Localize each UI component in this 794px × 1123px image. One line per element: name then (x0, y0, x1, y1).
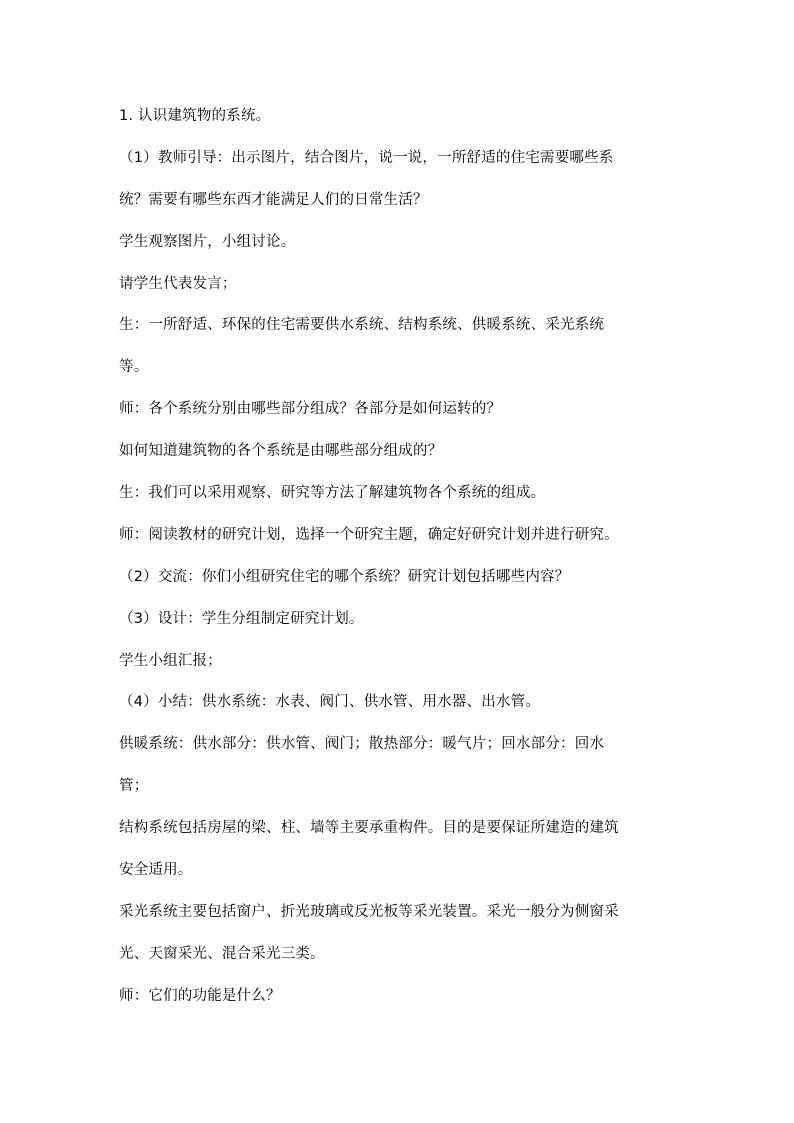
paragraph-line: 统？需要有哪些东西才能满足人们的日常生活？ (119, 191, 428, 208)
paragraph-line: 生：我们可以采用观察、研究等方法了解建筑物各个系统的组成。 (119, 485, 546, 502)
paragraph-line: （1）教师引导：出示图片，结合图片，说一说，一所舒适的住宅需要哪些系 (119, 149, 614, 166)
paragraph-line: 请学生代表发言； (119, 275, 237, 292)
paragraph-line: 安全适用。 (119, 862, 193, 879)
section-heading: 1. 认识建筑物的系统。 (119, 108, 271, 124)
paragraph-line: 等。 (119, 359, 149, 376)
paragraph-line: 供暖系统：供水部分：供水管、阀门；散热部分：暖气片；回水部分：回水 (119, 736, 605, 753)
paragraph-line: 生：一所舒适、环保的住宅需要供水系统、结构系统、供暖系统、采光系统 (119, 317, 605, 334)
paragraph-line: 采光系统主要包括窗户、折光玻璃或反光板等采光装置。采光一般分为侧窗采 (119, 903, 619, 920)
paragraph-line: 师：阅读教材的研究计划，选择一个研究主题，确定好研究计划并进行研究。 (119, 526, 619, 543)
document-body (119, 106, 679, 1028)
paragraph-line: 学生观察图片，小组讨论。 (119, 233, 296, 250)
paragraph-line: （4）小结：供水系统：水表、阀门、供水管、用水器、出水管。 (119, 694, 541, 711)
paragraph-line: 结构系统包括房屋的梁、柱、墙等主要承重构件。目的是要保证所建造的建筑 (119, 820, 619, 837)
paragraph-line: （2）交流：你们小组研究住宅的哪个系统？研究计划包括哪些内容？ (119, 568, 570, 585)
paragraph-line: 管； (119, 778, 149, 795)
paragraph-line: 师：它们的功能是什么？ (119, 987, 281, 1004)
paragraph-line: 师：各个系统分别由哪些部分组成？各部分是如何运转的？ (119, 401, 502, 418)
paragraph-line: 学生小组汇报； (119, 652, 222, 669)
paragraph-line: 光、天窗采光、混合采光三类。 (119, 945, 325, 962)
paragraph-line: 如何知道建筑物的各个系统是由哪些部分组成的？ (119, 443, 443, 460)
paragraph-line: （3）设计：学生分组制定研究计划。 (119, 610, 364, 627)
